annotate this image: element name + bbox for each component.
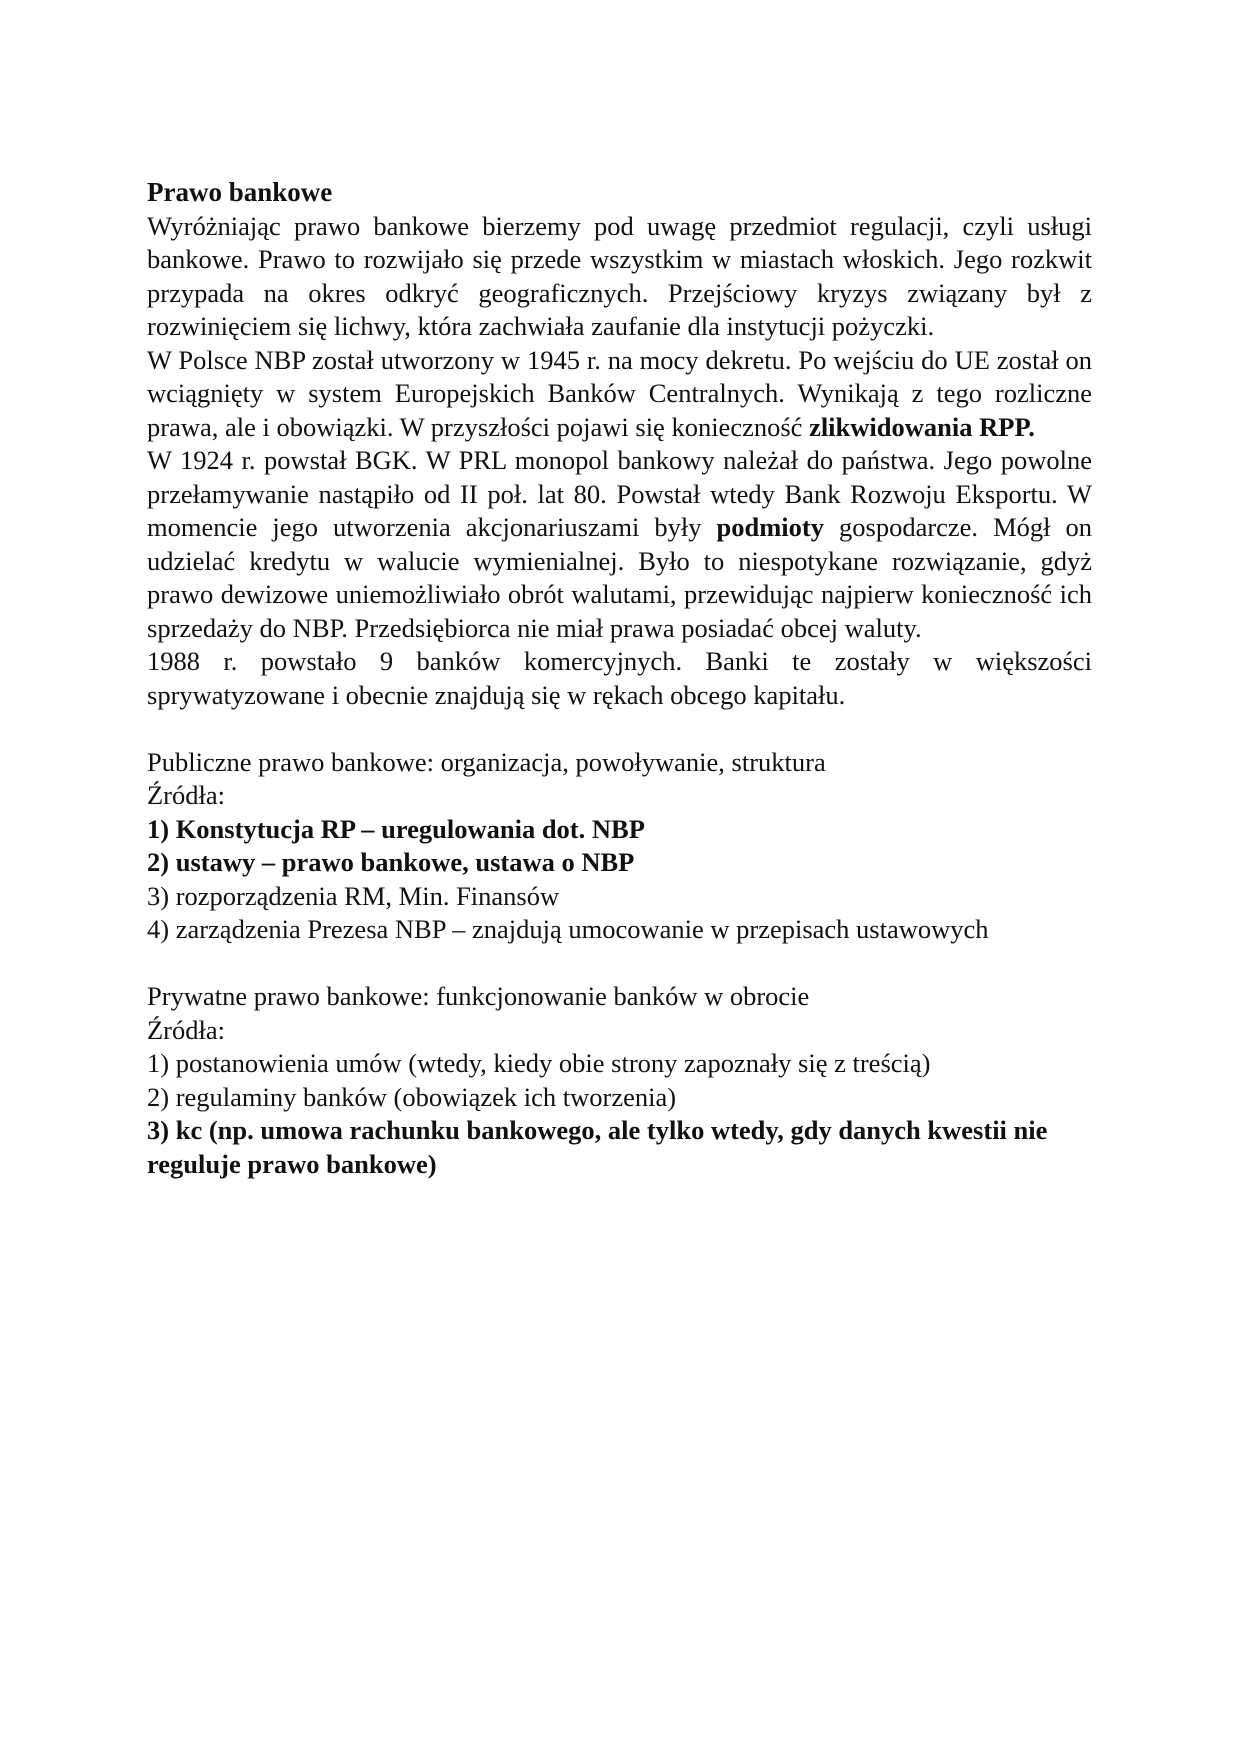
private-law-source-item: 1) postanowienia umów (wtedy, kiedy obie strony zapoznały się z treścią) xyxy=(147,1048,931,1078)
public-law-source-item: 2) ustawy – prawo bankowe, ustawa o NBP xyxy=(147,847,635,877)
public-law-source-item: 4) zarządzenia Prezesa NBP – znajdują umocowanie w przepisach ustawowych xyxy=(147,914,989,944)
intro-paragraph-3-bold: podmioty xyxy=(716,512,824,542)
intro-paragraph-1: Wyróżniając prawo bankowe bierzemy pod uwagę przedmiot regulacji, czyli usługi bankowe. Prawo to rozwijało się przede wszystkim w miastach włoskich. Jego rozkwit przypada na okres odkryć geograficznych. Przejściowy kryzys związany był z rozwinięciem się lichwy, która zachwiała zaufanie dla instytucji pożyczki. xyxy=(147,210,1092,341)
private-law-sources-label: Źródła: xyxy=(147,1014,225,1045)
intro-paragraph-3-text-b: gospodarcze. Mógł on udzielać kredytu w walucie wymienialnej. Było to niespotykane rozwiązanie, gdyż prawo dewizowe uniemożliwiało obrót walutami, przewidując najpierw konieczność ich sprzedaży do NBP. Przedsiębiorca nie miał prawa posiadać obcej waluty. xyxy=(147,512,1092,643)
intro-paragraph-2-text: W Polsce NBP został utworzony w 1945 r. na mocy dekretu. Po wejściu do UE został on wciągnięty w system Europejskich Banków Centralnych. Wynikają z tego rozliczne prawa, ale i obowiązki. W przyszłości pojawi się konieczność xyxy=(147,344,1092,442)
intro-paragraph-4: 1988 r. powstało 9 banków komercyjnych. Banki te zostały w większości sprywatyzowane i obecnie znajdują się w rękach obcego kapitału. xyxy=(147,646,1092,710)
intro-paragraph-2 xyxy=(147,344,1092,445)
intro-paragraph-3-text-a: W 1924 r. powstał BGK. W PRL monopol bankowy należał do państwa. Jego powolne przełamywanie nastąpiło od II poł. lat 80. Powstał wtedy Bank Rozwoju Eksportu. W momencie jego utworzenia akcjonariuszami były xyxy=(147,445,1092,542)
private-law-source-item: 2) regulaminy banków (obowiązek ich tworzenia) xyxy=(147,1081,677,1112)
public-law-heading: Publiczne prawo bankowe: organizacja, powoływanie, struktura xyxy=(147,746,826,777)
private-law-source-item: 3) kc (np. umowa rachunku bankowego, ale tylko wtedy, gdy danych kwestii nie reguluje prawo bankowe) xyxy=(147,1115,1048,1179)
section-spacer xyxy=(147,712,1092,746)
intro-paragraph-3 xyxy=(147,444,1092,645)
public-law-source-item: 1) Konstytucja RP – uregulowania dot. NBP xyxy=(147,813,645,844)
section-spacer xyxy=(147,947,1092,981)
document-title: Prawo bankowe xyxy=(147,177,333,207)
private-law-heading: Prywatne prawo bankowe: funkcjonowanie banków w obrocie xyxy=(147,981,810,1011)
public-law-source-item: 3) rozporządzenia RM, Min. Finansów xyxy=(147,880,560,911)
document-page xyxy=(147,176,1092,1181)
public-law-sources-label: Źródła: xyxy=(147,780,225,810)
intro-paragraph-2-bold: zlikwidowania RPP. xyxy=(809,411,1035,442)
